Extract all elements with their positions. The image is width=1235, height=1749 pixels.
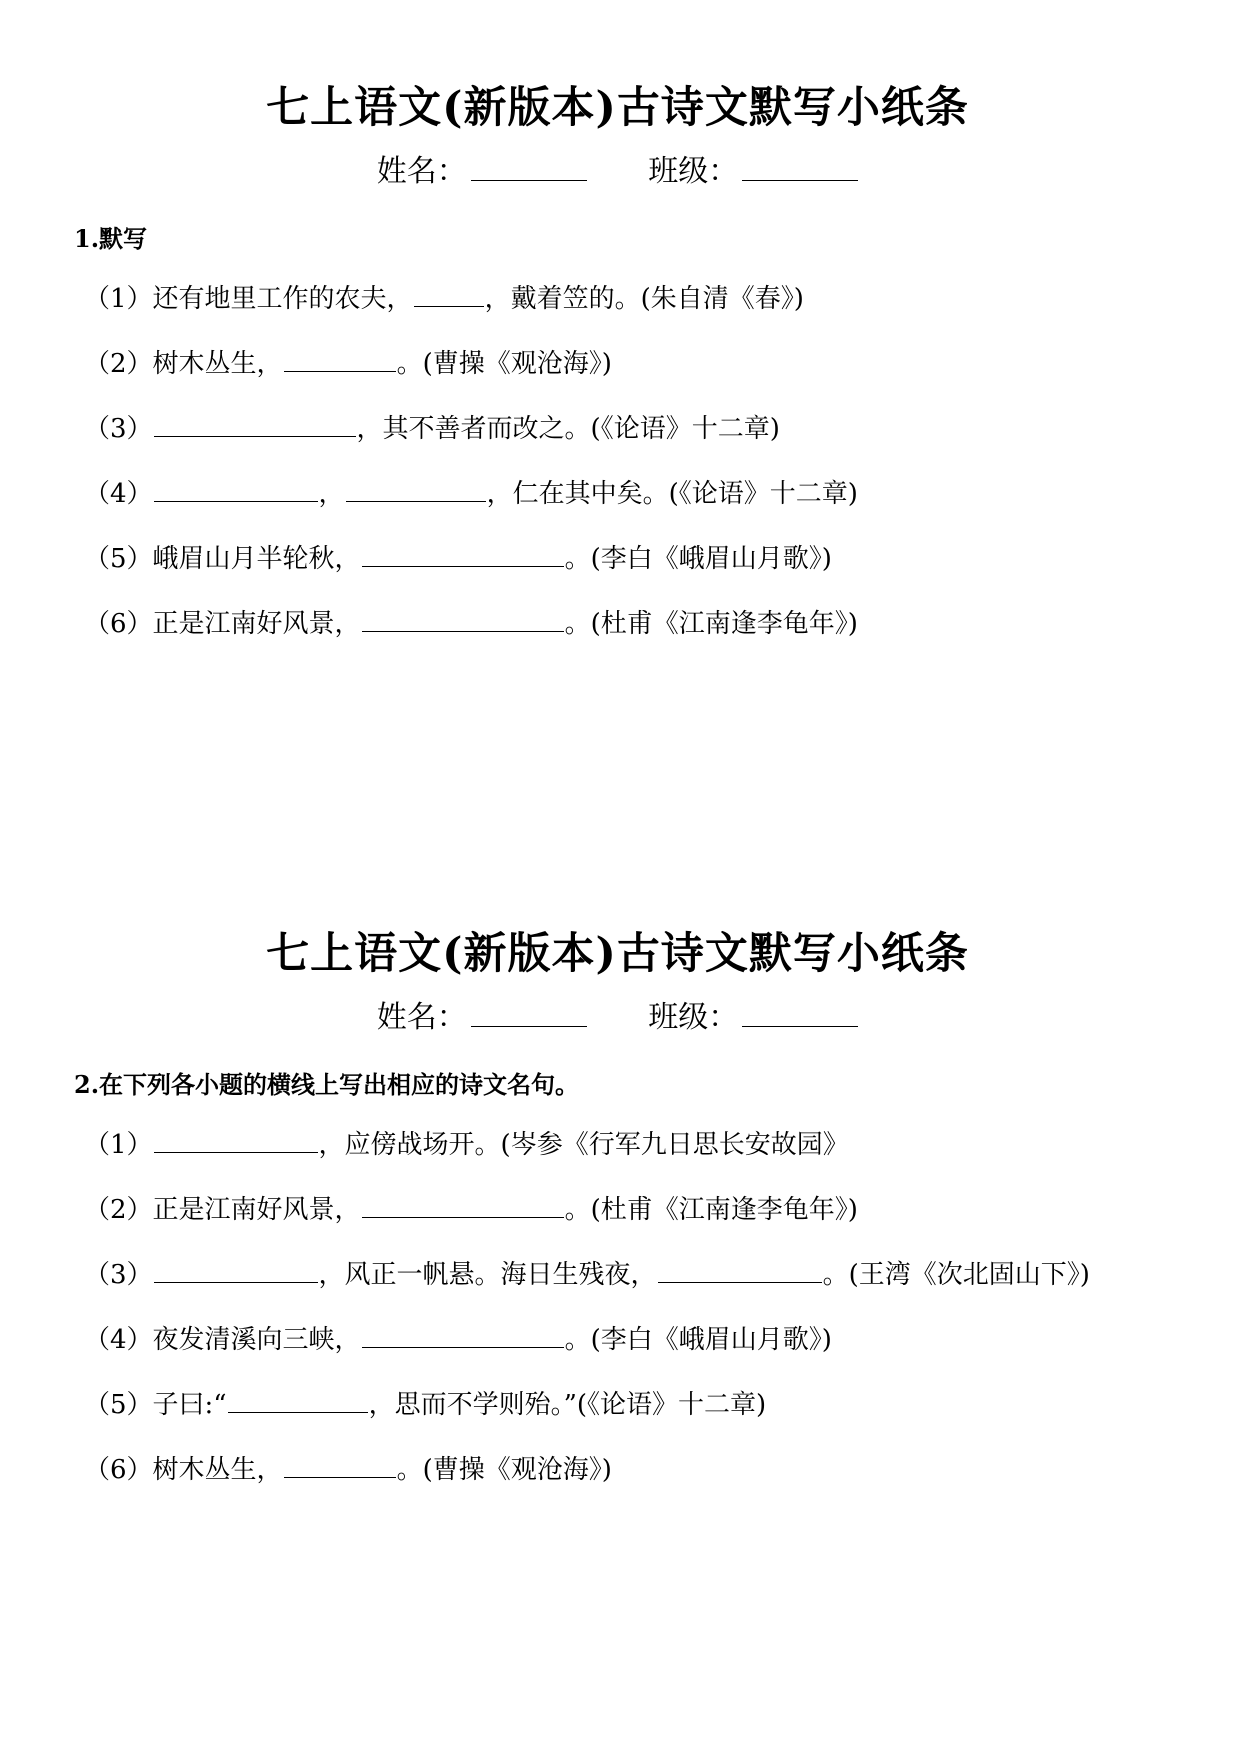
- question-text: 子曰:“: [152, 1390, 227, 1420]
- question-number: （3）: [84, 414, 153, 444]
- section-heading: 1.默写: [74, 224, 148, 253]
- answer-blank[interactable]: [154, 475, 318, 502]
- answer-blank[interactable]: [362, 1191, 564, 1218]
- question-number: （4）: [84, 479, 153, 509]
- question-number: （2）: [84, 1195, 153, 1225]
- answer-blank[interactable]: [362, 605, 564, 632]
- answer-blank[interactable]: [284, 345, 396, 372]
- student-info-line: [0, 998, 1235, 1038]
- name-label: 姓名：: [376, 1000, 467, 1035]
- name-blank[interactable]: [471, 152, 587, 181]
- question-text: ，仁在其中矣。(《论语》十二章): [486, 479, 858, 509]
- question-item: [84, 1321, 1090, 1357]
- question-item: [84, 1451, 1090, 1487]
- answer-blank[interactable]: [658, 1256, 822, 1283]
- question-text: ，戴着笠的。(朱自清《春》): [484, 284, 804, 314]
- question-number: （5）: [84, 1390, 153, 1420]
- question-item: [84, 345, 858, 381]
- question-number: （6）: [84, 1455, 153, 1485]
- question-text: 。(曹操《观沧海》): [396, 349, 612, 379]
- question-number: （3）: [84, 1260, 153, 1290]
- question-item: [84, 540, 858, 576]
- slip-title: 七上语文(新版本)古诗文默写小纸条: [266, 929, 969, 979]
- question-text: 正是江南好风景，: [152, 609, 361, 639]
- name-field: [377, 998, 587, 1038]
- slip-title: 七上语文(新版本)古诗文默写小纸条: [266, 83, 969, 133]
- question-text: ，: [318, 479, 345, 509]
- question-text: ，思而不学则殆。”(《论语》十二章): [368, 1390, 767, 1420]
- class-field: [648, 152, 858, 192]
- question-number: （6）: [84, 609, 153, 639]
- question-text: 夜发清溪向三峡，: [152, 1325, 361, 1355]
- section-heading: 2.在下列各小题的横线上写出相应的诗文名句。: [74, 1070, 580, 1099]
- question-number: （2）: [84, 349, 153, 379]
- answer-blank[interactable]: [346, 475, 486, 502]
- student-info-line: [0, 152, 1235, 192]
- question-list: [84, 1126, 1090, 1516]
- question-item: [84, 1386, 1090, 1422]
- dictation-slip-2: [0, 926, 1235, 1485]
- class-blank[interactable]: [742, 998, 858, 1027]
- question-text: 。(李白《峨眉山月歌》): [564, 544, 832, 574]
- question-text: 。(李白《峨眉山月歌》): [564, 1325, 832, 1355]
- question-item: [84, 1126, 1090, 1162]
- question-list: [84, 280, 858, 670]
- question-item: [84, 280, 858, 316]
- question-text: 正是江南好风景，: [152, 1195, 361, 1225]
- question-text: 树木丛生，: [152, 1455, 283, 1485]
- question-text: 。(曹操《观沧海》): [396, 1455, 612, 1485]
- name-blank[interactable]: [471, 998, 587, 1027]
- question-number: （4）: [84, 1325, 153, 1355]
- question-text: ，风正一帆悬。海日生残夜，: [318, 1260, 657, 1290]
- answer-blank[interactable]: [414, 280, 484, 307]
- question-item: [84, 1191, 1090, 1227]
- class-field: [648, 998, 858, 1038]
- question-text: 。(王湾《次北固山下》): [822, 1260, 1090, 1290]
- class-blank[interactable]: [742, 152, 858, 181]
- question-item: [84, 1256, 1090, 1292]
- answer-blank[interactable]: [154, 1256, 318, 1283]
- question-text: 还有地里工作的农夫，: [152, 284, 413, 314]
- class-label: 班级：: [648, 154, 739, 189]
- question-item: [84, 605, 858, 641]
- name-field: [377, 152, 587, 192]
- question-text: 。(杜甫《江南逢李龟年》): [564, 609, 858, 639]
- answer-blank[interactable]: [154, 1126, 318, 1153]
- answer-blank[interactable]: [284, 1451, 396, 1478]
- question-text: ，其不善者而改之。(《论语》十二章): [356, 414, 780, 444]
- question-text: 树木丛生，: [152, 349, 283, 379]
- dictation-slip-1: [0, 80, 1235, 639]
- class-label: 班级：: [648, 1000, 739, 1035]
- question-number: （1）: [84, 284, 153, 314]
- question-item: [84, 410, 858, 446]
- question-number: （1）: [84, 1130, 153, 1160]
- answer-blank[interactable]: [362, 1321, 564, 1348]
- answer-blank[interactable]: [362, 540, 564, 567]
- question-item: [84, 475, 858, 511]
- question-text: ，应傍战场开。(岑参《行军九日思长安故园》: [318, 1130, 849, 1160]
- answer-blank[interactable]: [228, 1386, 368, 1413]
- question-text: 。(杜甫《江南逢李龟年》): [564, 1195, 858, 1225]
- question-number: （5）: [84, 544, 153, 574]
- answer-blank[interactable]: [154, 410, 356, 437]
- name-label: 姓名：: [376, 154, 467, 189]
- question-text: 峨眉山月半轮秋，: [152, 544, 361, 574]
